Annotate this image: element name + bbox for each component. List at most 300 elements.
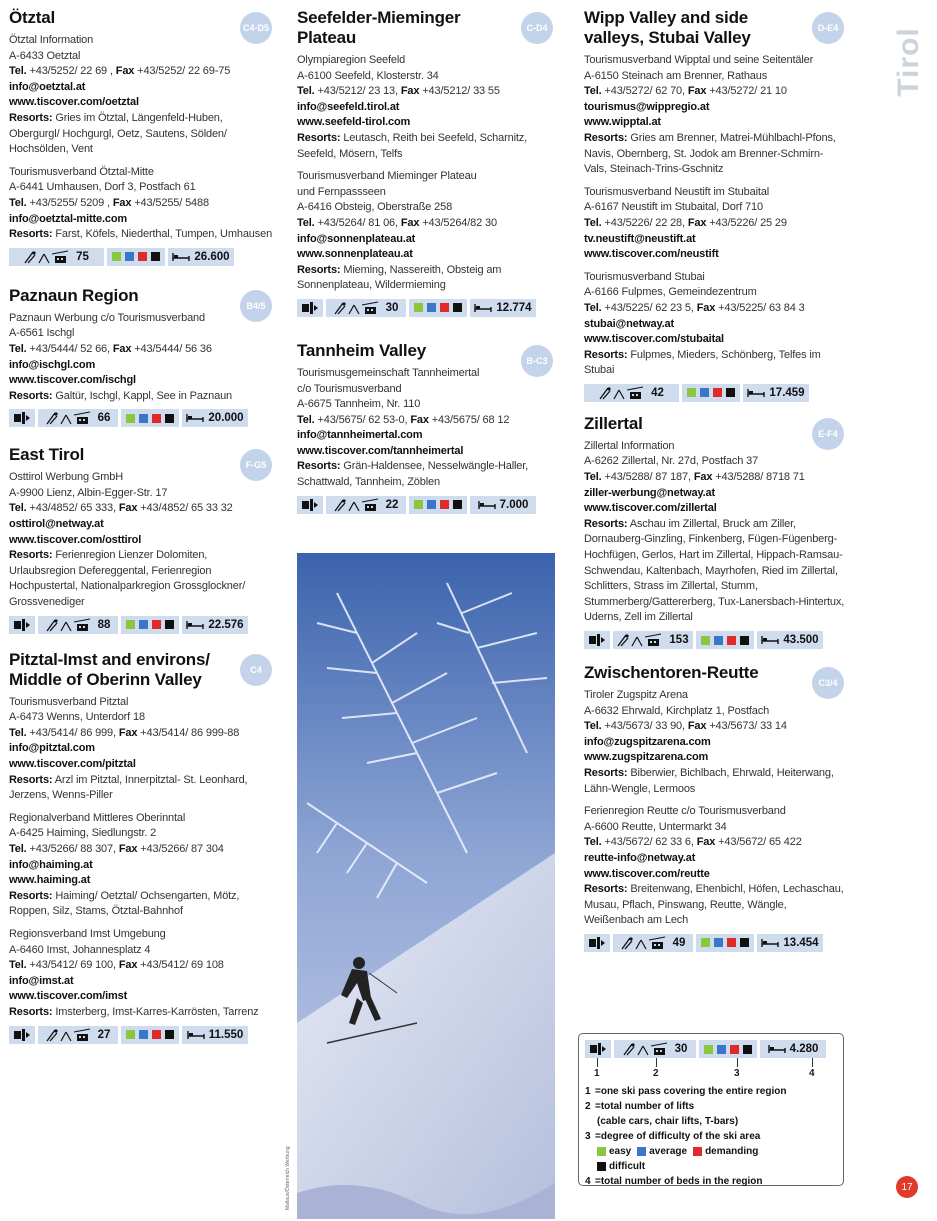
fax-label: Fax — [112, 196, 132, 209]
fax-number: +43/5266/ 87 304 — [140, 842, 224, 855]
bed-icon — [186, 413, 204, 423]
phone-line — [9, 501, 274, 517]
bed-count: 20.000 — [208, 412, 244, 425]
tel-label: Tel. — [9, 959, 27, 972]
beds-cell — [168, 248, 234, 266]
info-strip — [297, 299, 555, 317]
resorts-label: Resorts: — [9, 549, 53, 562]
lift-count: 42 — [651, 386, 664, 399]
resorts-list: Breitenwang, Ehenbichl, Höfen, Lechaschau, Musau, Pflach, Pinswang, Reutte, Wängle, Weißenbach am Lech — [584, 883, 844, 927]
column-left — [9, 8, 274, 1044]
org-address-line: Ötztal Information — [9, 34, 94, 46]
email-link[interactable]: info@zugspitzarena.com — [584, 735, 711, 748]
resorts-line — [9, 548, 274, 610]
website-link[interactable]: www.tiscover.com/ischgl — [9, 374, 136, 387]
difficulty-demanding-swatch — [440, 303, 449, 312]
website-link[interactable]: www.tiscover.com/tannheimertal — [297, 444, 464, 457]
difficulty-difficult-swatch — [165, 1030, 174, 1039]
beds-cell — [757, 934, 823, 952]
resorts-list: Biberwier, Bichlbach, Ehrwald, Heiterwang, Lähn-Wengle, Lermoos — [584, 766, 834, 795]
website-link[interactable]: www.tiscover.com/pitztal — [9, 758, 136, 770]
difficulty-item — [637, 1144, 687, 1159]
org-address-line: Zillertal Information — [584, 439, 675, 452]
fax-label: Fax — [687, 720, 707, 733]
lift-icon — [617, 633, 663, 647]
phone-number: +43/5412/ 69 100, — [29, 959, 116, 972]
difficulty-cell — [121, 616, 179, 634]
fax-label: Fax — [118, 726, 138, 739]
marker-4: 4 — [809, 1068, 815, 1079]
lifts-cell — [9, 248, 104, 266]
org-address-line: Tourismusverband Mieminger Plateau — [297, 170, 477, 183]
info-strip — [9, 1026, 274, 1044]
bed-count: 7.000 — [499, 498, 529, 511]
lift-icon — [46, 411, 92, 425]
difficulty-easy-swatch — [126, 414, 135, 423]
website-link[interactable]: www.tiscover.com/oetztal — [9, 96, 139, 109]
org-address-line: Tiroler Zugspitz Arena — [584, 689, 688, 701]
fax-number: +43/5673/ 33 14 — [709, 720, 787, 733]
phone-line — [297, 216, 555, 232]
region-tannheim — [297, 341, 555, 514]
phone-line — [584, 216, 846, 232]
organization-block — [584, 688, 846, 797]
map-grid-badge: F-G5 — [240, 449, 272, 481]
phone-number: +43/5672/ 62 33 6, — [604, 836, 694, 849]
difficulty-demanding-swatch — [727, 938, 736, 947]
legend-bed-count: 4.280 — [789, 1043, 819, 1055]
tel-label: Tel. — [584, 836, 602, 849]
tel-label: Tel. — [9, 842, 27, 855]
email-link[interactable]: reutte-info@netway.at — [584, 851, 696, 864]
difficulty-difficult-swatch — [453, 500, 462, 509]
info-strip — [584, 384, 846, 402]
region-title: Tannheim Valley — [297, 340, 426, 360]
legend-item-number — [585, 1114, 595, 1129]
org-address-line: A-6632 Ehrwald, Kirchplatz 1, Postfach — [584, 704, 770, 717]
phone-line — [9, 196, 274, 212]
resorts-label: Resorts: — [297, 460, 341, 473]
tel-label: Tel. — [9, 502, 27, 515]
email-link[interactable]: info@pitztal.com — [9, 742, 95, 755]
org-address-line: Olympiaregion Seefeld — [297, 54, 406, 66]
difficulty-easy-swatch — [126, 1030, 135, 1039]
phone-number: +43/5288/ 87 187, — [604, 471, 691, 484]
resorts-list: Leutasch, Reith bei Seefeld, Scharnitz, Seefeld, Mösern, Telfs — [297, 131, 528, 160]
email-link[interactable]: info@ischgl.com — [9, 358, 96, 371]
difficulty-difficult-swatch — [740, 636, 749, 645]
difficulty-easy-swatch — [687, 388, 696, 397]
beds-cell — [743, 384, 809, 402]
difficulty-easy-swatch — [597, 1147, 606, 1156]
difficulty-label: average — [649, 1146, 688, 1157]
phone-line — [297, 84, 555, 100]
legend-item-text: =total number of beds in the region — [595, 1176, 763, 1187]
legend-item — [585, 1129, 839, 1144]
resorts-label: Resorts: — [584, 348, 628, 361]
tel-label: Tel. — [584, 471, 602, 484]
lift-icon — [334, 498, 380, 512]
phone-line — [9, 958, 274, 974]
resorts-line — [9, 227, 274, 243]
email-link[interactable]: tv.neustift@neustift.at — [584, 232, 696, 245]
difficulty-difficult-swatch — [726, 388, 735, 397]
region-paznaun — [9, 286, 274, 428]
organization-block — [9, 33, 274, 158]
difficulty-label: demanding — [705, 1146, 759, 1157]
phone-number: +43/5255/ 5209 , — [29, 196, 110, 209]
bed-count: 12.774 — [496, 301, 532, 314]
difficulty-easy-swatch — [701, 938, 710, 947]
fax-number: +43/5225/ 63 84 3 — [718, 301, 805, 314]
website-link[interactable]: www.tiscover.com/osttirol — [9, 533, 142, 546]
org-address-line: A-6675 Tannheim, Nr. 110 — [297, 398, 421, 411]
resorts-list: Mieming, Nassereith, Obsteig am Sonnenplateau, Wildermieming — [297, 263, 502, 292]
resorts-line — [297, 263, 555, 294]
fax-number: +43/5212/ 33 55 — [422, 85, 500, 98]
fax-number: +43/5252/ 22 69-75 — [137, 65, 231, 78]
phone-number: +43/5673/ 33 90, — [604, 720, 685, 733]
org-address-line: A-6441 Umhausen, Dorf 3, Postfach 61 — [9, 181, 196, 194]
map-grid-badge: C4 — [240, 654, 272, 686]
region-orgs — [584, 688, 846, 929]
org-address-line: A-6561 Ischgl — [9, 327, 75, 340]
difficulty-difficult-swatch — [740, 938, 749, 947]
fax-number: +43/5444/ 56 36 — [134, 342, 212, 355]
website-link[interactable]: www.tiscover.com/stubaital — [584, 333, 724, 346]
resorts-list: Ferienregion Lienzer Dolomiten, Urlaubsregion Defereggental, Ferienregion Hochpustertal, Nationalparkregion Grossglockner/ Grossvenediger — [9, 549, 246, 609]
website-link[interactable]: www.tiscover.com/neustift — [584, 248, 719, 261]
website-link[interactable]: www.tiscover.com/imst — [9, 990, 128, 1003]
legend-markers — [585, 1058, 839, 1080]
lift-icon — [334, 301, 380, 315]
email-link[interactable]: tourismus@wippregio.at — [584, 100, 710, 113]
photo-credit: Mallaun/Österreich Werbung — [285, 1146, 291, 1210]
website-link[interactable]: www.zugspitzarena.com — [584, 751, 709, 764]
region-orgs — [9, 33, 274, 243]
resorts-label: Resorts: — [9, 228, 53, 241]
org-address-line: A-6416 Obsteig, Oberstraße 258 — [297, 201, 453, 214]
phone-number: +43/4852/ 65 333, — [29, 502, 116, 515]
difficulty-item — [693, 1144, 758, 1159]
resorts-label: Resorts: — [9, 1005, 53, 1018]
page-number: 17 — [896, 1176, 918, 1198]
org-address-line: A-6460 Imst, Johannesplatz 4 — [9, 943, 151, 956]
difficulty-cell — [696, 934, 754, 952]
region-title: Zwischentoren-Reutte — [584, 663, 759, 682]
org-address-line: c/o Tourismusverband — [297, 382, 402, 395]
org-address-line: Tourismusgemeinschaft Tannheimertal — [297, 366, 480, 379]
lift-count: 27 — [97, 1028, 111, 1041]
organization-block — [9, 165, 274, 243]
map-grid-badge: C3/4 — [812, 667, 844, 699]
difficulty-average-swatch — [125, 252, 134, 261]
org-address-line: A-6473 Wenns, Unterdorf 18 — [9, 711, 145, 724]
legend-lifts — [614, 1040, 696, 1058]
region-seefeld — [297, 8, 555, 317]
difficulty-cell — [121, 409, 179, 427]
difficulty-demanding-swatch — [440, 500, 449, 509]
map-grid-badge: C-D4 — [521, 12, 553, 44]
fax-label: Fax — [400, 85, 420, 98]
lift-icon — [621, 936, 667, 950]
legend-beds — [760, 1040, 826, 1058]
ski-pass-icon — [297, 496, 323, 514]
tel-label: Tel. — [297, 413, 315, 426]
legend-box — [578, 1033, 844, 1186]
difficulty-cell — [696, 631, 754, 649]
website-link[interactable]: www.tiscover.com/zillertal — [584, 502, 717, 515]
phone-line — [584, 835, 846, 851]
org-address-line: Tourismusverband Pitztal — [9, 695, 129, 708]
org-address-line: Ferienregion Reutte c/o Tourismusverband — [584, 805, 786, 818]
difficulty-label: difficult — [609, 1161, 646, 1172]
email-link[interactable]: info@oetztal.at — [9, 80, 86, 93]
difficulty-easy-swatch — [126, 620, 135, 629]
region-orgs — [584, 439, 846, 626]
tel-label: Tel. — [9, 65, 27, 78]
email-link[interactable]: ziller-werbung@netway.at — [584, 486, 715, 499]
email-link[interactable]: stubai@netway.at — [584, 317, 675, 330]
organization-block — [584, 185, 846, 263]
side-title: Tirol — [892, 27, 925, 97]
resorts-list: Grän-Haldensee, Nesselwängle-Haller, Schattwald, Tannheim, Zöblen — [297, 460, 529, 489]
resorts-label: Resorts: — [297, 263, 341, 276]
lift-count: 30 — [385, 301, 399, 314]
region-pitztal — [9, 650, 274, 1044]
resorts-line — [9, 773, 274, 804]
email-link[interactable]: info@haiming.at — [9, 858, 93, 871]
email-link[interactable]: info@tannheimertal.com — [297, 429, 423, 442]
tel-label: Tel. — [297, 216, 315, 229]
region-easttirol — [9, 445, 274, 633]
lifts-cell — [613, 631, 693, 649]
lifts-cell — [38, 409, 118, 427]
org-address-line: A-6167 Neustift im Stubaital, Dorf 710 — [584, 201, 763, 214]
legend-strip — [585, 1040, 839, 1058]
lift-count: 49 — [672, 936, 686, 949]
beds-cell — [182, 409, 248, 427]
difficulty-demanding-swatch — [713, 388, 722, 397]
phone-line — [584, 719, 846, 735]
legend-item-text: (cable cars, chair lifts, T-bars) — [597, 1116, 739, 1127]
website-link[interactable]: www.sonnenplateau.at — [297, 248, 413, 261]
fax-label: Fax — [693, 471, 713, 484]
region-orgs — [584, 53, 846, 379]
org-address-line: A-6262 Zillertal, Nr. 27d, Postfach 37 — [584, 455, 759, 468]
legend-item-number: 2 — [585, 1101, 591, 1112]
ski-pass-icon — [585, 1040, 611, 1058]
info-strip — [9, 616, 274, 634]
difficulty-demanding-swatch — [138, 252, 147, 261]
organization-block — [584, 270, 846, 379]
region-reutte — [584, 663, 846, 952]
difficulty-cell — [409, 299, 467, 317]
tel-label: Tel. — [584, 301, 602, 314]
org-address-line: A-6433 Oetztal — [9, 49, 81, 62]
map-grid-badge: C4-D5 — [240, 12, 272, 44]
org-address-line: Paznaun Werbung c/o Tourismusverband — [9, 311, 205, 324]
resorts-list: Fulpmes, Mieders, Schönberg, Telfes im Stubai — [584, 348, 821, 377]
lift-count: 88 — [97, 618, 111, 631]
lift-icon — [46, 618, 92, 632]
info-strip — [9, 248, 274, 266]
org-address-line: und Fernpassseen — [297, 185, 386, 198]
website-link[interactable]: www.tiscover.com/reutte — [584, 867, 710, 880]
difficulty-average-swatch — [427, 303, 436, 312]
fax-label: Fax — [118, 502, 138, 515]
fax-number: +43/5264/82 30 — [422, 216, 497, 229]
fax-label: Fax — [687, 216, 707, 229]
phone-number: +43/5264/ 81 06, — [317, 216, 398, 229]
beds-cell — [470, 299, 536, 317]
marker-3: 3 — [734, 1068, 740, 1079]
region-title: Ötztal — [9, 8, 56, 27]
ski-pass-icon — [584, 934, 610, 952]
org-address-line: A-6166 Fulpmes, Gemeindezentrum — [584, 286, 757, 299]
tel-label: Tel. — [9, 726, 27, 739]
org-address-line: A-6600 Reutte, Untermarkt 34 — [584, 820, 727, 833]
ski-pass-icon — [584, 631, 610, 649]
difficulty-easy-swatch — [112, 252, 121, 261]
resorts-line — [9, 1005, 274, 1021]
phone-line — [9, 342, 274, 358]
phone-number: +43/5225/ 62 23 5, — [604, 301, 694, 314]
difficulty-easy-swatch — [414, 303, 423, 312]
difficulty-difficult-swatch — [743, 1045, 752, 1054]
website-link[interactable]: www.wipptal.at — [584, 116, 661, 129]
resorts-label: Resorts: — [9, 889, 53, 902]
resorts-line — [297, 459, 555, 490]
region-title: Zillertal — [584, 413, 643, 433]
legend-item-number: 4 — [585, 1176, 591, 1187]
org-address-line: A-6100 Seefeld, Klosterstr. 34 — [297, 69, 439, 82]
lifts-cell — [326, 299, 406, 317]
fax-number: +43/5414/ 86 999-88 — [140, 726, 240, 739]
phone-number: +43/5212/ 23 13, — [317, 85, 398, 98]
resorts-list: Imsterberg, Imst-Karres-Karrösten, Tarrenz — [55, 1005, 259, 1018]
email-link[interactable]: info@sonnenplateau.at — [297, 232, 416, 245]
skier-photo — [297, 553, 555, 1219]
difficulty-difficult-swatch — [165, 414, 174, 423]
resorts-label: Resorts: — [9, 389, 53, 402]
map-grid-badge: B4/5 — [240, 290, 272, 322]
difficulty-demanding-swatch — [727, 636, 736, 645]
resorts-label: Resorts: — [9, 773, 53, 786]
lifts-cell — [38, 1026, 118, 1044]
phone-number: +43/5675/ 62 53-0, — [317, 413, 408, 426]
difficulty-difficult-swatch — [453, 303, 462, 312]
email-link[interactable]: info@imst.at — [9, 974, 74, 987]
lifts-cell — [326, 496, 406, 514]
phone-line — [584, 470, 846, 486]
fax-label: Fax — [118, 842, 138, 855]
resorts-label: Resorts: — [297, 131, 341, 144]
region-title: East Tirol — [9, 445, 85, 465]
region-title: Paznaun Region — [9, 285, 139, 305]
difficulty-easy-swatch — [704, 1045, 713, 1054]
tel-label: Tel. — [584, 216, 602, 229]
fax-number: +43/5272/ 21 10 — [709, 85, 787, 98]
difficulty-difficult-swatch — [165, 620, 174, 629]
region-title: Wipp Valley and side valleys, Stubai Valley — [584, 8, 751, 47]
fax-label: Fax — [696, 836, 716, 849]
difficulty-average-swatch — [714, 938, 723, 947]
legend-item-number: 1 — [585, 1086, 591, 1097]
difficulty-demanding-swatch — [152, 620, 161, 629]
difficulty-label: easy — [609, 1146, 632, 1157]
phone-line — [9, 64, 274, 80]
lift-icon — [46, 1028, 92, 1042]
resorts-label: Resorts: — [9, 111, 53, 124]
org-address-line: Tourismusverband Ötztal-Mitte — [9, 165, 154, 178]
legend-item-text: =degree of difficulty of the ski area — [595, 1131, 761, 1142]
bed-icon — [747, 388, 765, 398]
organization-block — [9, 470, 274, 610]
bed-icon — [768, 1044, 786, 1054]
tel-label: Tel. — [297, 85, 315, 98]
phone-line — [297, 413, 555, 429]
difficulty-item — [597, 1144, 631, 1159]
phone-number: +43/5226/ 22 28, — [604, 216, 685, 229]
email-link[interactable]: info@oetztal-mitte.com — [9, 212, 128, 225]
org-address-line: Regionalverband Mittleres Oberinntal — [9, 811, 186, 824]
resorts-line — [9, 889, 274, 920]
marker-1: 1 — [594, 1068, 600, 1079]
resorts-list: Aschau im Zillertal, Bruck am Ziller, Dornauberg-Ginzling, Finkenberg, Fügen-Fügenberg-Hochfügen, Gerlos, Hart im Zillertal, Hippach-Ramsau-Schwendau, Kaltenbach, Mayrhofen, Ried im Zillertal, Schlitters, Strass im Zillertal, Stumm, Stummerberg/Gattererberg, Tux-Lanersbach-Hintertux, Uderns, Zell im Zillertal — [584, 517, 845, 624]
info-strip — [584, 631, 846, 649]
lift-icon — [24, 250, 70, 264]
phone-number: +43/5414/ 86 999, — [29, 726, 116, 739]
organization-block — [9, 695, 274, 804]
bed-count: 26.600 — [194, 250, 230, 263]
organization-block — [584, 804, 846, 929]
legend-items — [585, 1084, 839, 1189]
phone-line — [584, 84, 846, 100]
organization-block — [9, 811, 274, 920]
email-link[interactable]: osttirol@netway.at — [9, 518, 104, 531]
column-right — [584, 8, 846, 952]
org-address-line: Regionsverband Imst Umgebung — [9, 927, 166, 940]
legend-item-number: 3 — [585, 1131, 591, 1142]
website-link[interactable]: www.haiming.at — [9, 874, 91, 887]
region-orgs — [9, 695, 274, 1021]
beds-cell — [182, 1026, 248, 1044]
phone-line — [584, 301, 846, 317]
resorts-list: Galtür, Ischgl, Kappl, See in Paznaun — [55, 389, 233, 402]
region-oetztal — [9, 8, 274, 266]
resorts-list: Gries im Ötztal, Längenfeld-Huben, Obergurgl/ Hochgurgl, Oetz, Sautens, Sölden/ Hochsölden, Vent — [9, 111, 227, 156]
ski-pass-icon — [297, 299, 323, 317]
resorts-line — [9, 111, 274, 158]
ski-pass-icon — [9, 409, 35, 427]
tel-label: Tel. — [584, 720, 602, 733]
lifts-cell — [584, 384, 679, 402]
bed-icon — [761, 938, 779, 948]
organization-block — [9, 927, 274, 1021]
bed-count: 11.550 — [208, 1028, 244, 1041]
difficulty-legend — [585, 1144, 839, 1174]
website-link[interactable]: www.seefeld-tirol.com — [297, 116, 411, 129]
resorts-list: Farst, Köfels, Niederthal, Tumpen, Umhausen — [55, 228, 273, 241]
fax-number: +43/5226/ 25 29 — [709, 216, 787, 229]
difficulty-average-swatch — [427, 500, 436, 509]
fax-label: Fax — [696, 301, 716, 314]
difficulty-average-swatch — [637, 1147, 646, 1156]
email-link[interactable]: info@seefeld.tirol.at — [297, 100, 400, 113]
difficulty-easy-swatch — [414, 500, 423, 509]
fax-number: +43/5412/ 69 108 — [140, 959, 224, 972]
